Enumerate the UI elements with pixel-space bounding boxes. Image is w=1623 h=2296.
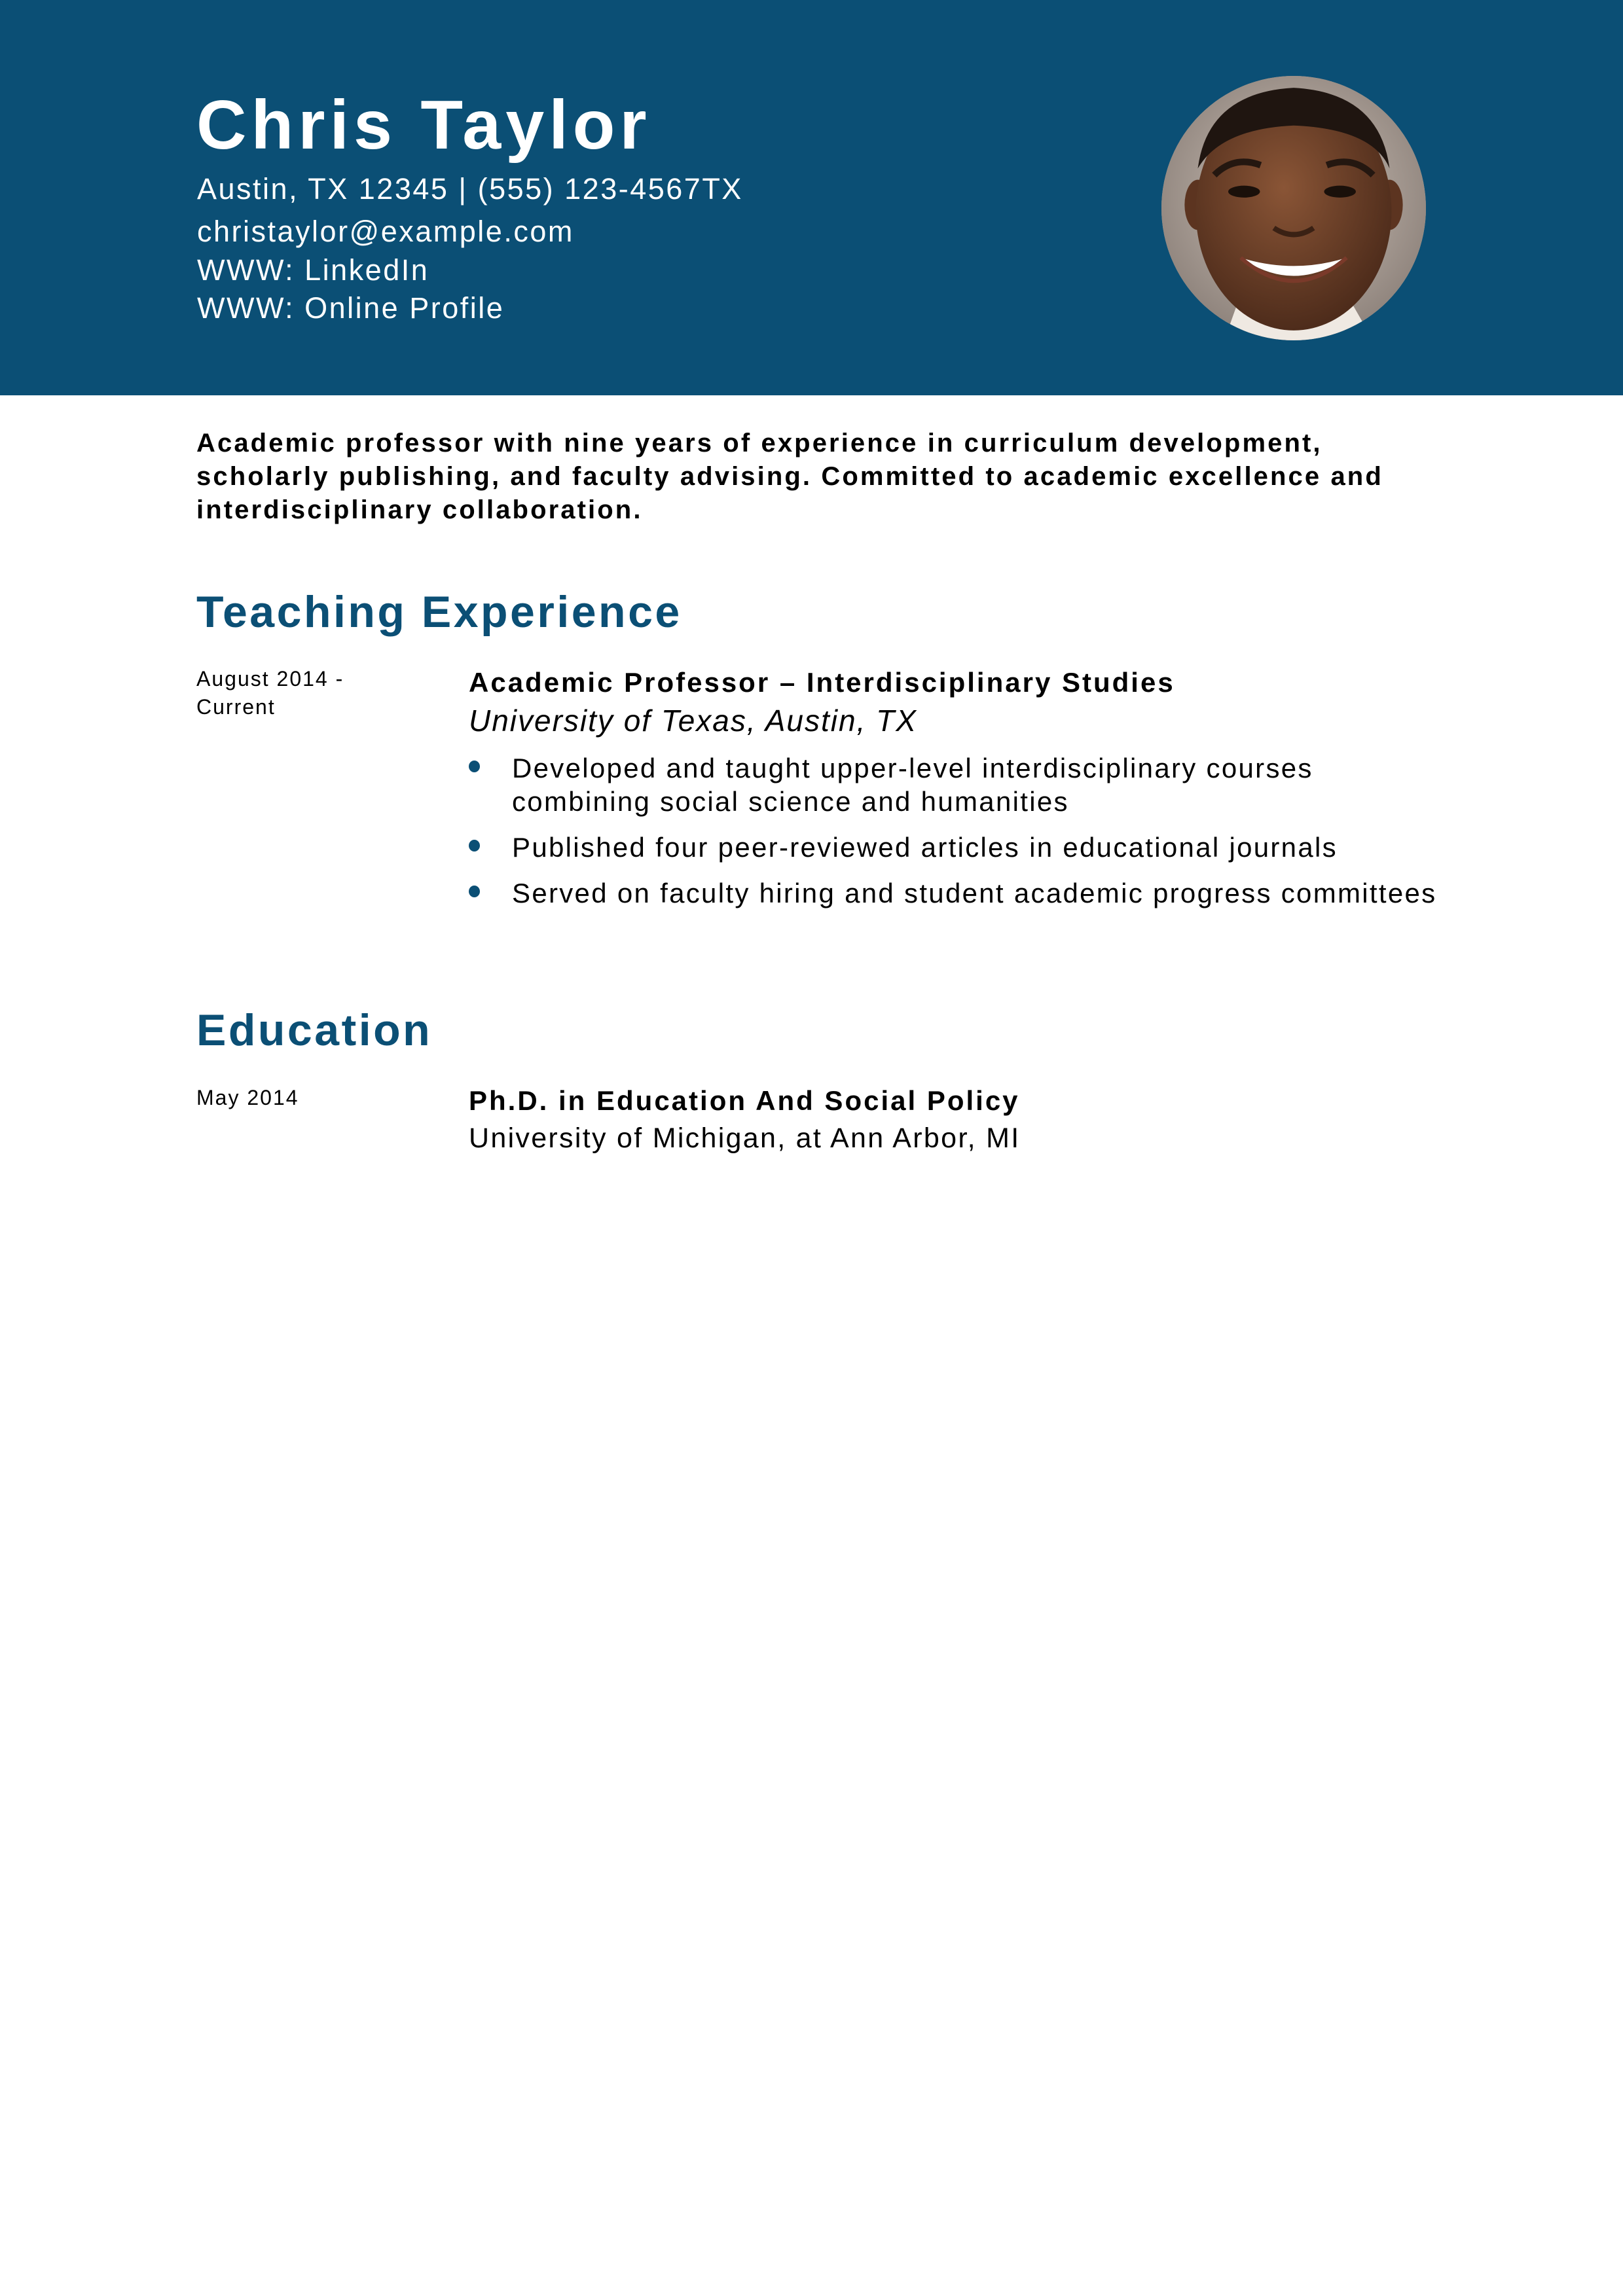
profile-photo: [1161, 76, 1426, 340]
list-item: [469, 751, 1438, 818]
job-title: Academic Professor – Interdisciplinary Studies: [469, 667, 1175, 698]
job-organization: University of Texas, Austin, TX: [469, 704, 917, 738]
bullet-icon: [469, 840, 480, 852]
education-date: May 2014: [196, 1086, 299, 1109]
experience-date-start: August 2014 -: [196, 667, 344, 691]
bullet-icon: [469, 886, 480, 897]
resume-header: [0, 0, 1623, 395]
address-phone: Austin, TX 12345 | (555) 123-4567TX: [197, 172, 743, 206]
linkedin-link[interactable]: WWW: LinkedIn: [197, 253, 429, 287]
professional-summary: Academic professor with nine years of experience in curriculum development, scholarly publishing, and faculty advising. Committed to academic excellence and interdisciplinary collaboration.: [196, 429, 1383, 524]
list-item: [469, 831, 1438, 864]
experience-date: [196, 665, 393, 721]
section-title-education: Education: [196, 1005, 433, 1055]
bullet-icon: [469, 761, 480, 772]
list-item: [469, 876, 1438, 910]
school-name: University of Michigan, at Ann Arbor, MI: [469, 1122, 1021, 1154]
avatar-portrait-icon: [1161, 76, 1426, 340]
online-profile-link[interactable]: WWW: Online Profile: [197, 291, 505, 325]
bullet-text: Developed and taught upper-level interdisciplinary courses combining social science and humanities: [512, 753, 1313, 817]
bullet-text: Served on faculty hiring and student academic progress committees: [512, 878, 1437, 908]
experience-bullet-list: [469, 751, 1438, 922]
email-link[interactable]: christaylor@example.com: [197, 215, 574, 248]
bullet-text: Published four peer-reviewed articles in educational journals: [512, 832, 1338, 863]
degree-title: Ph.D. in Education And Social Policy: [469, 1085, 1020, 1116]
section-title-teaching-experience: Teaching Experience: [196, 587, 682, 637]
candidate-name: Chris Taylor: [196, 86, 651, 164]
experience-date-end: Current: [196, 695, 276, 719]
